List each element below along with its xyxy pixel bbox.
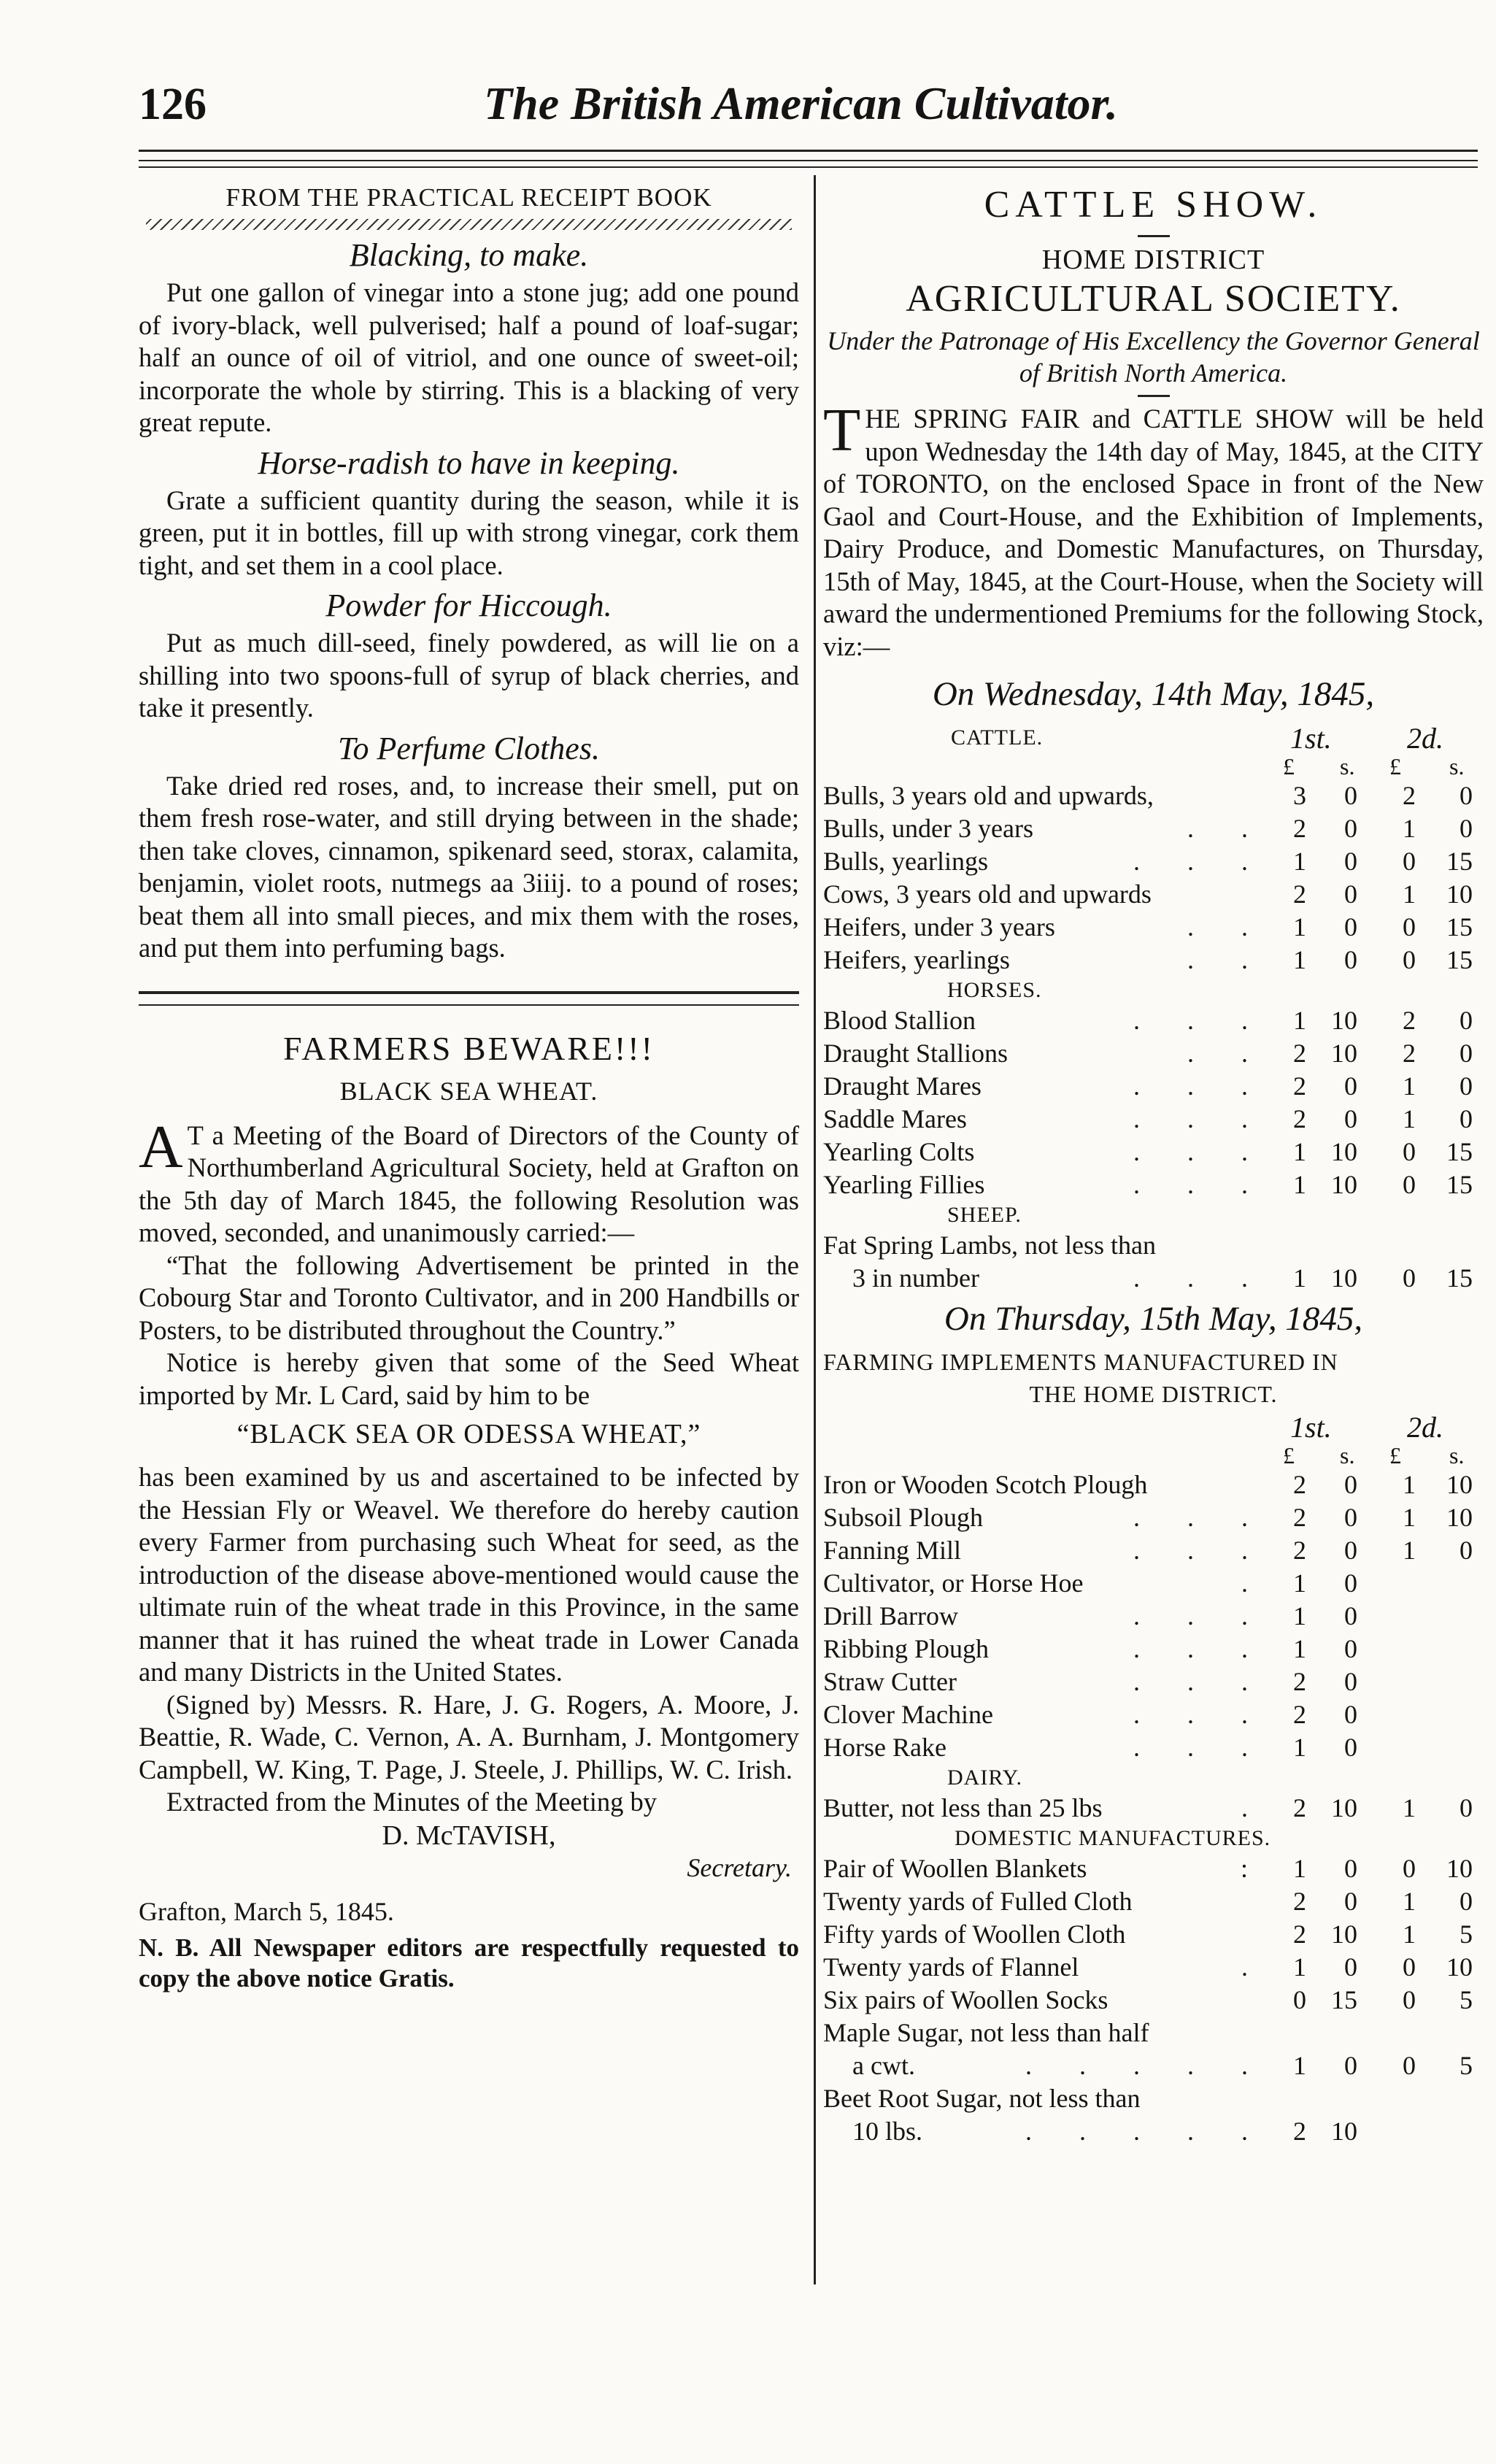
implements-heading: THE HOME DISTRICT. (1029, 1381, 1278, 1407)
beware-paragraph: Notice is hereby given that some of the Seed Wheat imported by Mr. L Card, said by him to be (139, 1347, 799, 1410)
table-row: Yearling Fillies . . . 1 10 0 15 (823, 1170, 1473, 1199)
table-header (823, 1410, 1484, 1442)
beware-paragraph: has been examined by us and ascertained to be infected by the Hessian Fly or Weavel. We therefore do hereby caution every Farmer from purchasing such Wheat for seed, as the introduction of the disease above-mentioned would cause the ultimate ruin of the wheat trade in this Province, in the same manner that it has ruined the wheat trade in Lower Canada and many Districts in the United States. (139, 1462, 799, 1687)
society-heading: AGRICULTURAL SOCIETY. (906, 278, 1401, 320)
table-row: Bulls, under 3 years . . 2 0 1 0 (823, 814, 1473, 843)
recipe-title: To Perfume Clothes. (338, 730, 600, 766)
dairy-label: DAIRY. (947, 1766, 1022, 1790)
running-title: The British American Cultivator. (484, 77, 1118, 129)
horses-label: HORSES. (947, 978, 1042, 1002)
premium-table-thursday (823, 1346, 1484, 2148)
table-row: 10 lbs. . . . . . 2 10 (852, 2117, 1357, 2146)
table-row: Fanning Mill . . . 2 0 1 0 (823, 1536, 1473, 1565)
cattle-label: CATTLE. (951, 725, 1044, 750)
day-heading: On Wednesday, 14th May, 1845, (932, 675, 1375, 713)
implements-rows (823, 1468, 1484, 1764)
table-row: Butter, not less than 25 lbs . 2 10 1 0 (823, 1793, 1473, 1822)
table-row: Straw Cutter . . . 2 0 (823, 1667, 1357, 1696)
recipe-title: Horse-radish to have in keeping. (258, 444, 680, 481)
table-row: 3 in number . . . 1 10 0 15 (852, 1263, 1473, 1293)
column-divider (814, 175, 816, 2284)
horses-rows (823, 1004, 1484, 1201)
district-heading: HOME DISTRICT (1041, 245, 1265, 275)
table-row: Cows, 3 years old and upwards 2 0 1 10 (823, 879, 1473, 909)
cattle-rows (823, 779, 1484, 977)
table-row: Fat Spring Lambs, not less than (823, 1231, 1156, 1260)
beware-paragraph: “That the following Advertisement be printed in the Cobourg Star and Toronto Cultivator, and in 200 Handbills or Posters, to be distributed throughout the Country.” (139, 1250, 799, 1345)
currency-header: £ s. £ s. (1283, 1442, 1465, 1468)
currency-header: £ s. £ s. (1283, 753, 1465, 779)
table-row: Ribbing Plough . . . 1 0 (823, 1634, 1357, 1663)
second-prize-header: 2d. (1407, 722, 1443, 755)
patronage-line: Under the Patronage of His Excellency the Governor General of British North America. (827, 326, 1480, 388)
short-rule (1138, 235, 1170, 237)
signatories: (Signed by) Messrs. R. Hare, J. G. Rogers, A. Moore, J. Beattie, R. Wade, C. Vernon, A. A. Burnham, J. Montgomery Campbell, W. King, T. Page, J. Steele, J. Phillips, W. C. Irish. (139, 1689, 799, 1785)
cattle-show-title: CATTLE SHOW. (984, 184, 1323, 226)
recipe (139, 728, 799, 965)
table-row: Twenty yards of Flannel . 1 0 0 10 (823, 1952, 1473, 1982)
recipe-text: Take dried red roses, and, to increase their smell, put on them fresh rose-water, and still drying between in the shade; then take cloves, cinnamon, spikenard seed, storax, calamita, benjamin, violet roots, nutmegs aa 3iiij. to a pound of roses; beat them all into small pieces, and mix them with the roses, and put them into perfuming bags. (139, 770, 799, 963)
table-header (823, 721, 1484, 753)
section-rule (139, 991, 799, 1006)
dateline: Grafton, March 5, 1845. (139, 1896, 394, 1926)
table-row: Bulls, 3 years old and upwards, 3 0 2 0 (823, 781, 1473, 810)
header-rule (139, 160, 1478, 161)
table-row: Subsoil Plough . . . 2 0 1 10 (823, 1503, 1473, 1532)
beware-subheading: BLACK SEA WHEAT. (339, 1076, 598, 1106)
first-prize-header: 1st. (1290, 722, 1332, 755)
day-heading: On Thursday, 15th May, 1845, (944, 1300, 1363, 1338)
table-row: Draught Stallions . . 2 10 2 0 (823, 1039, 1473, 1068)
wheat-quote: “BLACK SEA OR ODESSA WHEAT,” (236, 1419, 701, 1449)
recipe-title: Powder for Hiccough. (325, 588, 612, 623)
recipe (139, 442, 799, 582)
receipt-heading: FROM THE PRACTICAL RECEIPT BOOK (225, 183, 712, 212)
sheep-label: SHEEP. (947, 1203, 1022, 1227)
left-column (139, 181, 799, 1994)
page-number: 126 (139, 80, 207, 129)
extracted-note: Extracted from the Minutes of the Meeting by (166, 1787, 658, 1817)
table-row: Heifers, yearlings . . 1 0 0 15 (823, 945, 1473, 974)
premium-table-wednesday (823, 721, 1484, 1295)
table-row: Horse Rake . . . 1 0 (823, 1733, 1357, 1762)
table-row: a cwt. . . . . . 1 0 0 5 (852, 2051, 1473, 2080)
table-row: Drill Barrow . . . 1 0 (823, 1601, 1357, 1631)
table-row: Heifers, under 3 years . . 1 0 0 15 (823, 912, 1473, 942)
recipe (139, 234, 799, 439)
signature-title: Secretary. (687, 1852, 792, 1882)
dairy-rows (823, 1792, 1484, 1825)
recipe (139, 585, 799, 725)
drop-cap: A (139, 1112, 183, 1181)
second-prize-header: 2d. (1407, 1411, 1443, 1444)
table-row: Saddle Mares . . . 2 0 1 0 (823, 1104, 1473, 1133)
recipe-text: Put as much dill-seed, finely powdered, as will lie on a shilling into two spoons-full of syrup of black cherries, and take it presently. (139, 628, 799, 723)
table-row: Pair of Woollen Blankets : 1 0 0 10 (823, 1854, 1473, 1883)
beware-paragraph: A T a Meeting of the Board of Directors of the County of Northumberland Agricultural Society, held at Grafton on the 5th day of March 1845, the following Resolution was moved, seconded, and unanimously carried:— (139, 1112, 799, 1247)
table-row: Draught Mares . . . 2 0 1 0 (823, 1071, 1473, 1101)
recipe-text: Put one gallon of vinegar into a stone jug; add one pound of ivory-black, well pulverised; half a pound of loaf-sugar; half an ounce of oil of vitriol, and one ounce of sweet-oil; incorporate the whole by stirring. This is a blacking of very great repute. (139, 277, 799, 437)
table-row: Clover Machine . . . 2 0 (823, 1700, 1357, 1729)
page-header (139, 77, 1474, 135)
table-row: Bulls, yearlings . . . 1 0 0 15 (823, 847, 1473, 876)
beware-heading: FARMERS BEWARE!!! (283, 1029, 655, 1067)
domestic-label: DOMESTIC MANUFACTURES. (955, 1826, 1271, 1850)
table-row: Fifty yards of Woollen Cloth 2 10 1 5 (823, 1920, 1473, 1949)
wavy-rule (146, 219, 792, 230)
table-row: Maple Sugar, not less than half (823, 2018, 1149, 2047)
signature-name: D. McTAVISH, (382, 1820, 556, 1851)
header-rule (139, 166, 1478, 168)
drop-cap: T (823, 396, 861, 464)
implements-heading: FARMING IMPLEMENTS MANUFACTURED IN (823, 1349, 1338, 1375)
recipe-title: Blacking, to make. (349, 237, 589, 273)
table-row: Blood Stallion . . . 1 10 2 0 (823, 1006, 1473, 1035)
short-rule (1138, 395, 1170, 397)
table-row: Twenty yards of Fulled Cloth 2 0 1 0 (823, 1887, 1473, 1916)
nb-note: N. B. All Newspaper editors are respectfully requested to copy the above notice Gratis. (139, 1933, 799, 1993)
table-row: Six pairs of Woollen Socks 0 15 0 5 (823, 1985, 1473, 2014)
table-row: Beet Root Sugar, not less than (823, 2084, 1141, 2113)
table-row: Cultivator, or Horse Hoe . 1 0 (823, 1568, 1357, 1598)
first-prize-header: 1st. (1290, 1411, 1332, 1444)
domestic-rows (823, 1852, 1484, 2017)
table-row: Yearling Colts . . . 1 10 0 15 (823, 1137, 1473, 1166)
intro-paragraph: THE SPRING FAIR and CATTLE SHOW will be held upon Wednesday the 14th day of May, 1845, at the CITY of TORONTO, on the enclosed Space in front of the New Gaol and Court-House, and the Exhibition of Implements, Dairy Produce, and Domestic Manufactures, on Thursday, 15th of May, 1845, at the Court-House, when the Society will award the undermentioned Premiums for the following Stock, viz:— (823, 396, 1484, 661)
header-rule (139, 150, 1478, 152)
right-column (823, 181, 1484, 2148)
table-row: Iron or Wooden Scotch Plough 2 0 1 10 (823, 1470, 1473, 1499)
recipe-text: Grate a sufficient quantity during the season, while it is green, put it in bottles, fill up with strong vinegar, cork them tight, and set them in a cool place. (139, 485, 799, 580)
